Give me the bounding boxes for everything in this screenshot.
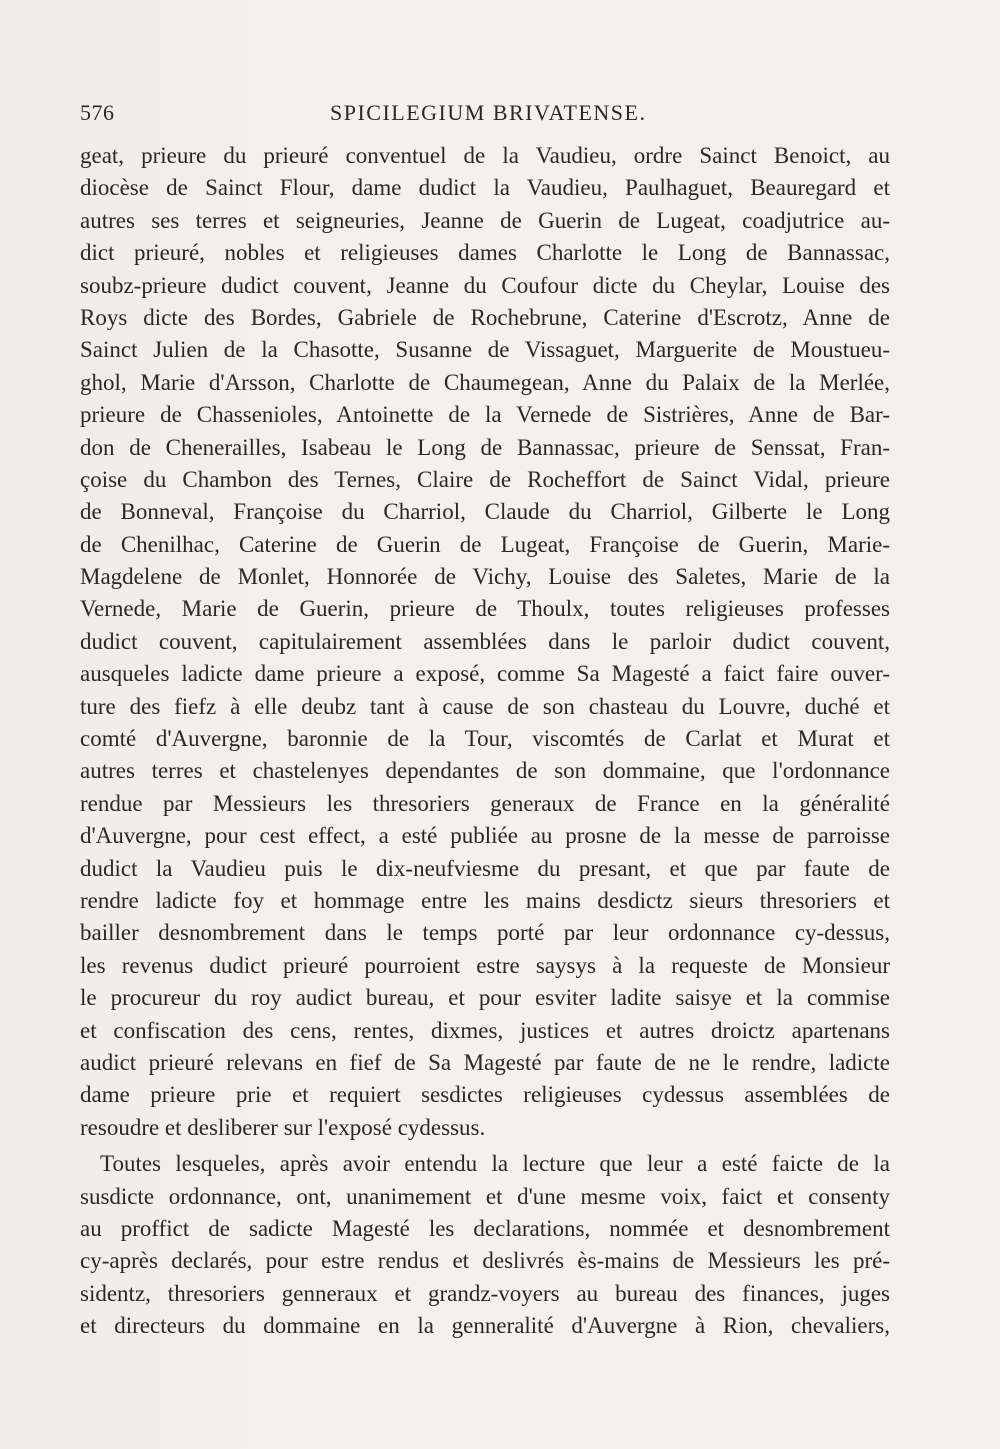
text-line: Magdelene de Monlet, Honnorée de Vichy, Louise des Saletes, Marie de la: [80, 564, 890, 590]
text-line: rendue par Messieurs les thresoriers generaux de France en la généralité: [80, 790, 890, 816]
page-number: 576: [80, 100, 115, 125]
text-line: sidentz, thresoriers genneraux et grandz-voyers au bureau des finances, juges: [80, 1280, 890, 1306]
text-line: dict prieuré, nobles et religieuses dames Charlotte le Long de Bannassac,: [80, 240, 890, 266]
text-line: susdicte ordonnance, ont, unanimement et d'une mesme voix, faict et consenty: [80, 1183, 890, 1209]
text-line: Toutes lesqueles, après avoir entendu la lecture que leur a esté faicte de la: [100, 1151, 890, 1177]
text-line: ausqueles ladicte dame prieure a exposé, comme Sa Magesté a faict faire ouver-: [80, 661, 890, 687]
text-line: autres terres et chastelenyes dependantes de son dommaine, que l'ordonnance: [80, 758, 890, 784]
text-line: dudict la Vaudieu puis le dix-neufviesme du presant, et que par faute de: [80, 855, 890, 881]
running-title: SPICILEGIUM BRIVATENSE.: [330, 100, 647, 125]
text-line: diocèse de Sainct Flour, dame dudict la Vaudieu, Paulhaguet, Beauregard et: [80, 175, 890, 201]
body-text: [80, 140, 890, 1342]
text-line: ghol, Marie d'Arsson, Charlotte de Chaumegean, Anne du Palaix de la Merlée,: [80, 369, 890, 395]
text-line: autres ses terres et seigneuries, Jeanne de Guerin de Lugeat, coadjutrice au-: [80, 207, 890, 233]
text-line: de Bonneval, Françoise du Charriol, Claude du Charriol, Gilberte le Long: [80, 499, 890, 525]
text-line: de Chenilhac, Caterine de Guerin de Lugeat, Françoise de Guerin, Marie-: [80, 531, 890, 557]
text-line: les revenus dudict prieuré pourroient estre saysys à la requeste de Monsieur: [80, 952, 890, 978]
text-line: et directeurs du dommaine en la genneralité d'Auvergne à Rion, chevaliers,: [80, 1313, 890, 1339]
text-line: don de Chenerailles, Isabeau le Long de Bannassac, prieure de Senssat, Fran-: [80, 434, 890, 460]
text-line: rendre ladicte foy et hommage entre les mains desdictz sieurs thresoriers et: [80, 887, 890, 913]
text-line: cy-après declarés, pour estre rendus et deslivrés ès-mains de Messieurs les pré-: [80, 1248, 890, 1274]
text-line: d'Auvergne, pour cest effect, a esté publiée au prosne de la messe de parroisse: [80, 823, 890, 849]
text-line: au proffict de sadicte Magesté les declarations, nommée et desnombrement: [80, 1215, 890, 1241]
text-line: ture des fiefz à elle deubz tant à cause de son chasteau du Louvre, duché et: [80, 693, 890, 719]
text-line: çoise du Chambon des Ternes, Claire de Rocheffort de Sainct Vidal, prieure: [80, 466, 890, 492]
text-line: Roys dicte des Bordes, Gabriele de Rochebrune, Caterine d'Escrotz, Anne de: [80, 304, 890, 330]
paragraph: [80, 140, 890, 1144]
text-line: le procureur du roy audict bureau, et pour esviter ladite saisye et la commise: [80, 985, 890, 1011]
text-line: prieure de Chassenioles, Antoinette de la Vernede de Sistrières, Anne de Bar-: [80, 402, 890, 428]
text-line: audict prieuré relevans en fief de Sa Magesté par faute de ne le rendre, ladicte: [80, 1049, 890, 1075]
text-line: resoudre et desliberer sur l'exposé cydessus.: [80, 1114, 486, 1140]
text-line: Sainct Julien de la Chasotte, Susanne de Vissaguet, Marguerite de Moustueu-: [80, 337, 890, 363]
text-line: dame prieure prie et requiert sesdictes religieuses cydessus assemblées de: [80, 1082, 890, 1108]
text-line: soubz-prieure dudict couvent, Jeanne du Coufour dicte du Cheylar, Louise des: [80, 272, 890, 298]
text-line: dudict couvent, capitulairement assemblées dans le parloir dudict couvent,: [80, 628, 890, 654]
text-line: et confiscation des cens, rentes, dixmes, justices et autres droictz apartenans: [80, 1017, 890, 1043]
text-line: Vernede, Marie de Guerin, prieure de Thoulx, toutes religieuses professes: [80, 596, 890, 622]
paragraph: [80, 1148, 890, 1342]
text-line: geat, prieure du prieuré conventuel de la Vaudieu, ordre Sainct Benoict, au: [80, 143, 890, 168]
running-header: [80, 100, 890, 140]
text-line: comté d'Auvergne, baronnie de la Tour, viscomtés de Carlat et Murat et: [80, 726, 890, 752]
text-line: bailler desnombrement dans le temps porté par leur ordonnance cy-dessus,: [80, 920, 890, 946]
